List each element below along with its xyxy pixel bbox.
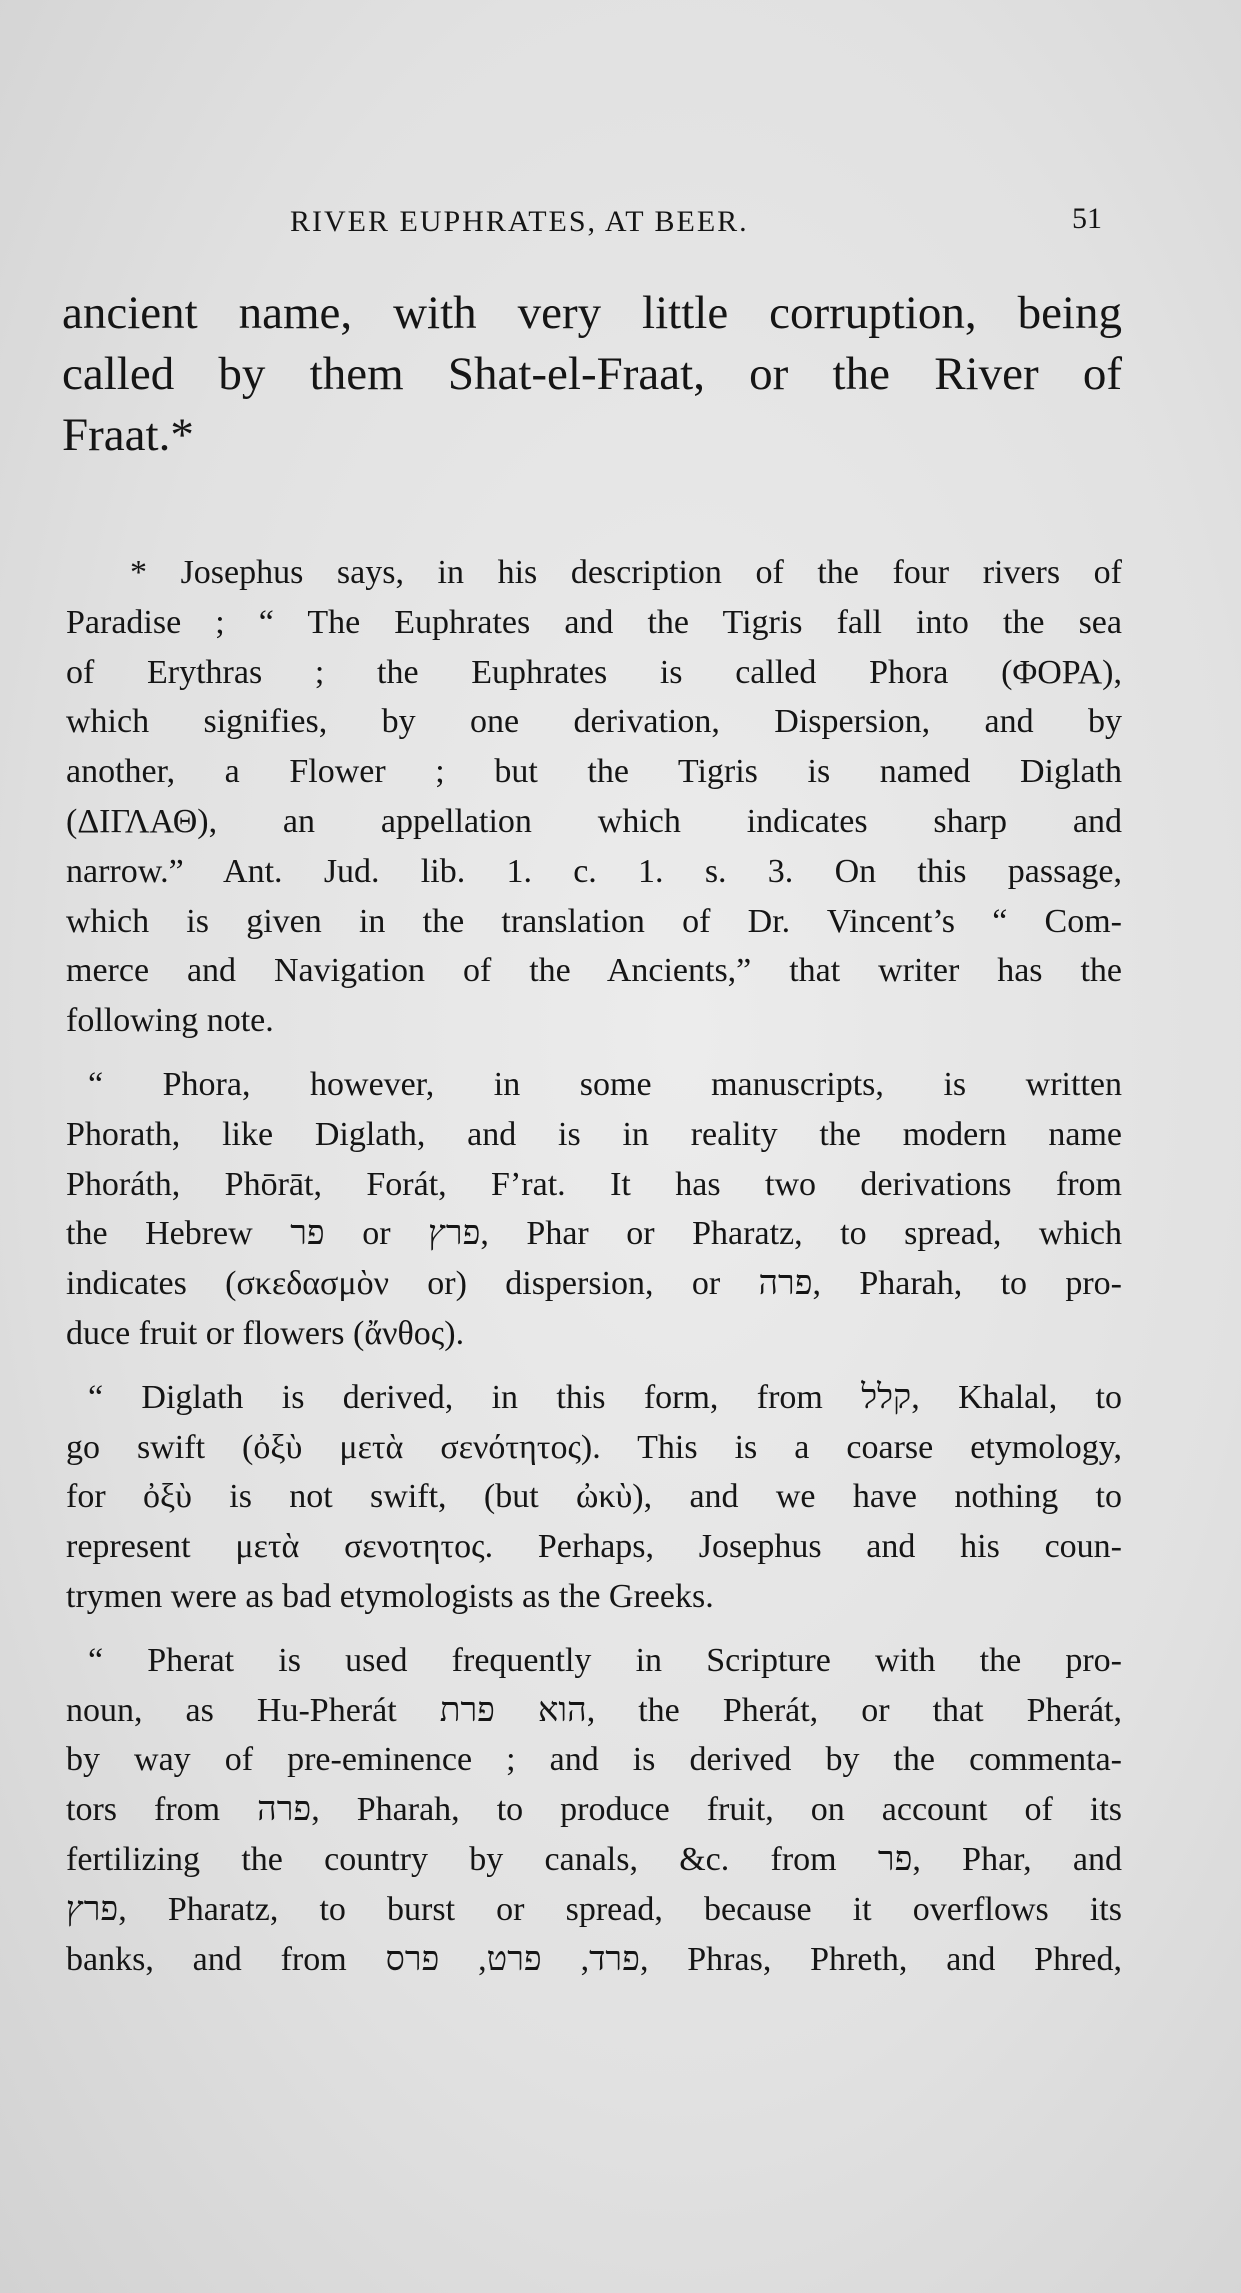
paragraph-gap [66, 1359, 1122, 1373]
paragraph-gap [66, 1046, 1122, 1060]
footnote-line: פרץ, Pharatz, to burst or spread, because it overflows its [66, 1890, 1122, 1928]
footnote-line: Phoráth, Phōrāt, Forát, F’rat. It has two derivations from [66, 1165, 1122, 1203]
footnote-line: banks, and from פרד, פרט, פרס, Phras, Phreth, and Phred, [66, 1940, 1122, 1978]
footnote-paragraph [66, 1636, 1122, 1985]
footnote-line: noun, as Hu-Pherát הוא פרת, the Pherát, or that Pherát, [66, 1691, 1123, 1729]
page-number: 51 [1072, 202, 1102, 235]
footnote-paragraph [66, 1060, 1122, 1359]
footnote-line: go swift (ὀξὺ μετὰ σενότητος). This is a coarse etymology, [66, 1428, 1122, 1466]
footnote-line: indicates (σκεδασμὸν or) dispersion, or פרה, Pharah, to pro- [66, 1265, 1122, 1303]
footnote-paragraph [66, 548, 1122, 1046]
footnote-line: Phorath, like Diglath, and is in reality the modern name [66, 1115, 1122, 1153]
main-paragraph [62, 283, 1122, 466]
footnote-line: Paradise ; “ The Euphrates and the Tigris fall into the sea [66, 603, 1122, 641]
footnote-line: “ Pherat is used frequently in Scripture with the pro- [88, 1641, 1122, 1679]
footnote-line: duce fruit or flowers (ἄνθος). [66, 1314, 465, 1352]
footnote-line: by way of pre-eminence ; and is derived by the commenta- [66, 1741, 1122, 1779]
footnote-line: the Hebrew פר or פרץ, Phar or Pharatz, to spread, which [66, 1215, 1122, 1253]
footnote-line: for ὀξὺ is not swift, (but ὠκὺ), and we have nothing to [66, 1478, 1122, 1516]
footnote-line: trymen were as bad etymologists as the Greeks. [66, 1577, 714, 1615]
footnote-line: which is given in the translation of Dr. Vincent’s “ Com- [66, 902, 1122, 940]
footnote-paragraph [66, 1373, 1122, 1622]
footnote-line: which signifies, by one derivation, Dispersion, and by [66, 703, 1122, 741]
footnote-line: another, a Flower ; but the Tigris is named Diglath [66, 753, 1122, 791]
footnote-line: * Josephus says, in his description of the four rivers of [130, 554, 1122, 591]
page-header [0, 202, 1241, 245]
paragraph-gap [66, 1622, 1122, 1636]
footnote [66, 548, 1122, 1984]
footnote-line: “ Diglath is derived, in this form, from קלל, Khalal, to [88, 1378, 1122, 1416]
footnote-line: (ΔΙΓΛΑΘ), an appellation which indicates sharp and [66, 802, 1122, 840]
main-line: called by them Shat-el-Fraat, or the River of [62, 348, 1122, 400]
main-line: ancient name, with very little corruption, being [62, 287, 1122, 339]
main-line: Fraat.* [62, 409, 194, 461]
running-head: RIVER EUPHRATES, AT BEER. [290, 205, 749, 238]
footnote-line: following note. [66, 1002, 274, 1040]
footnote-line: merce and Navigation of the Ancients,” that writer has the [66, 952, 1122, 990]
footnote-line: of Erythras ; the Euphrates is called Phora (ΦΟΡΑ), [66, 653, 1122, 691]
footnote-line: tors from פרה, Pharah, to produce fruit, on account of its [66, 1791, 1122, 1829]
footnote-line: “ Phora, however, in some manuscripts, is written [88, 1065, 1122, 1103]
footnote-line: narrow.” Ant. Jud. lib. 1. c. 1. s. 3. On this passage, [66, 852, 1122, 890]
footnote-line: represent μετὰ σενοτητος. Perhaps, Josephus and his coun- [66, 1528, 1122, 1566]
footnote-line: fertilizing the country by canals, &c. from פר, Phar, and [66, 1840, 1122, 1878]
